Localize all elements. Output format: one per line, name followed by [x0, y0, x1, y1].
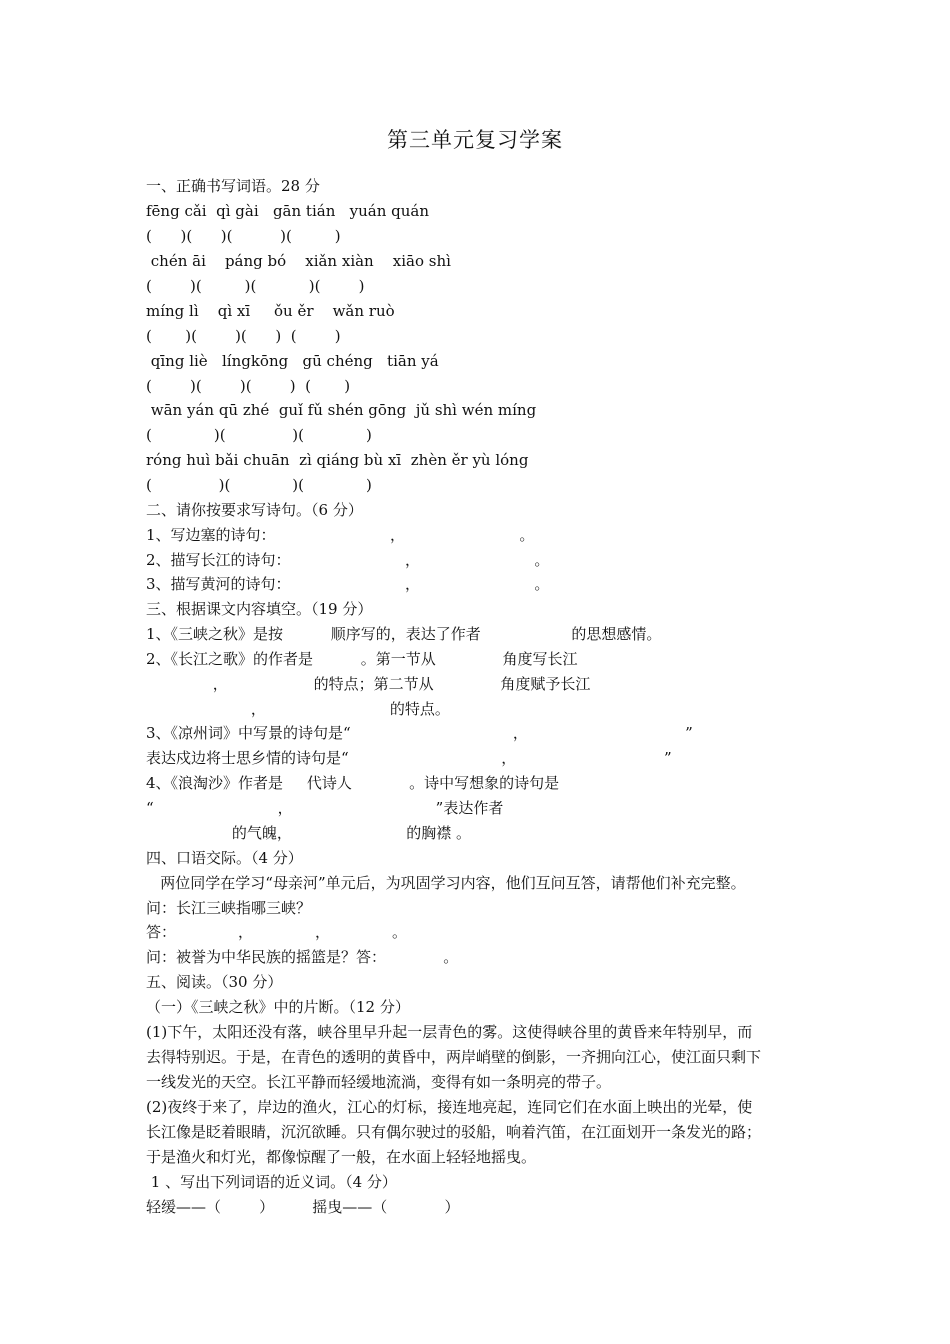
answer-blank-row: ( )( )( ) [146, 426, 372, 444]
question-line: 1、《三峡之秋》是按 顺序写的，表达了作者 的思想感情。 [146, 625, 662, 643]
passage-text: (2)夜终于来了，岸边的渔火，江心的灯标，接连地亮起，连同它们在水面上映出的光晕，使 [146, 1098, 753, 1116]
question-line: ， 的特点；第二节从 角度赋予长江 [146, 675, 591, 693]
section-4-heading: 四、口语交际。（4 分） [146, 849, 303, 867]
section-2-heading: 二、请你按要求写诗句。（6 分） [146, 501, 363, 519]
question-line: 1 、写出下列词语的近义词。（4 分） [146, 1173, 397, 1191]
question-line: ， 的特点。 [146, 700, 450, 718]
answer-blank-row: ( )( )( ) [146, 476, 372, 494]
pinyin-row: wān yán qū zhé guǐ fǔ shén gōng jǔ shì wén míng [146, 401, 537, 419]
pinyin-row: chén āi páng bó xiǎn xiàn xiāo shì [146, 252, 451, 270]
passage-text: 长江像是眨着眼睛，沉沉欲睡。只有偶尔驶过的驳船，响着汽笛，在江面划开一条发光的路； [146, 1123, 762, 1141]
passage-text: 于是渔火和灯光，都像惊醒了一般，在水面上轻轻地摇曳。 [146, 1148, 537, 1166]
question-line: 2、描写长江的诗句： ， 。 [146, 551, 550, 569]
question-line: 1、写边塞的诗句： ， 。 [146, 526, 535, 544]
pinyin-row: fēng cǎi qì gài gān tián yuán quán [146, 202, 430, 220]
section-3-heading: 三、根据课文内容填空。（19 分） [146, 600, 373, 618]
answer-line: 答： ， ， 。 [146, 923, 407, 941]
page-title: 第三单元复习学案 [387, 128, 563, 152]
answer-blank-row: ( )( )( )( ) [146, 277, 365, 295]
section-5-heading: 五、阅读。（30 分） [146, 973, 283, 991]
answer-blank-row: ( )( )( )( ) [146, 227, 341, 245]
question-line: 表达戍边将士思乡情的诗句是“ ， ” [146, 749, 672, 767]
pinyin-row: róng huì bǎi chuān zì qiáng bù xī zhèn ěr yù lóng [146, 451, 529, 469]
question-line: 3、描写黄河的诗句： ， 。 [146, 575, 550, 593]
section-1-heading: 一、正确书写词语。28 分 [146, 177, 320, 195]
question-line: 3、《凉州词》中写景的诗句是“ ， ” [146, 724, 693, 742]
passage-heading: （一）《三峡之秋》中的片断。（12 分） [146, 998, 410, 1016]
passage-text: 去得特别迟。于是，在青色的透明的黄昏中，两岸峭壁的倒影，一齐拥向江心，使江面只剩下 [146, 1048, 762, 1066]
instruction-paragraph: 两位同学在学习“母亲河”单元后，为巩固学习内容，他们互问互答，请帮他们补充完整。 [146, 874, 746, 892]
passage-text: 一线发光的天空。长江平静而轻缓地流淌，变得有如一条明亮的带子。 [146, 1073, 612, 1091]
question-line: 的气魄， 的胸襟 。 [146, 824, 472, 842]
question-line: “ ， ”表达作者 [146, 799, 504, 817]
passage-text: (1)下午，太阳还没有落，峡谷里早升起一层青色的雾。这使得峡谷里的黄昏来年特别早，而 [146, 1023, 753, 1041]
question-line: 问：被誉为中华民族的摇篮是？答： 。 [146, 948, 459, 966]
question-line: 问：长江三峡指哪三峡？ [146, 899, 312, 917]
question-line: 4、《浪淘沙》作者是 代诗人 。诗中写想象的诗句是 [146, 774, 560, 792]
answer-blank-row: ( )( )( ) ( ) [146, 377, 351, 395]
answer-line: 轻缓——（ ） 摇曳——（ ） [146, 1198, 460, 1216]
question-line: 2、《长江之歌》的作者是 。第一节从 角度写长江 [146, 650, 578, 668]
pinyin-row: míng lì qì xī ǒu ěr wǎn ruò [146, 302, 395, 320]
pinyin-row: qīng liè língkōng gū chéng tiān yá [146, 352, 439, 370]
answer-blank-row: ( )( )( ) ( ) [146, 327, 341, 345]
